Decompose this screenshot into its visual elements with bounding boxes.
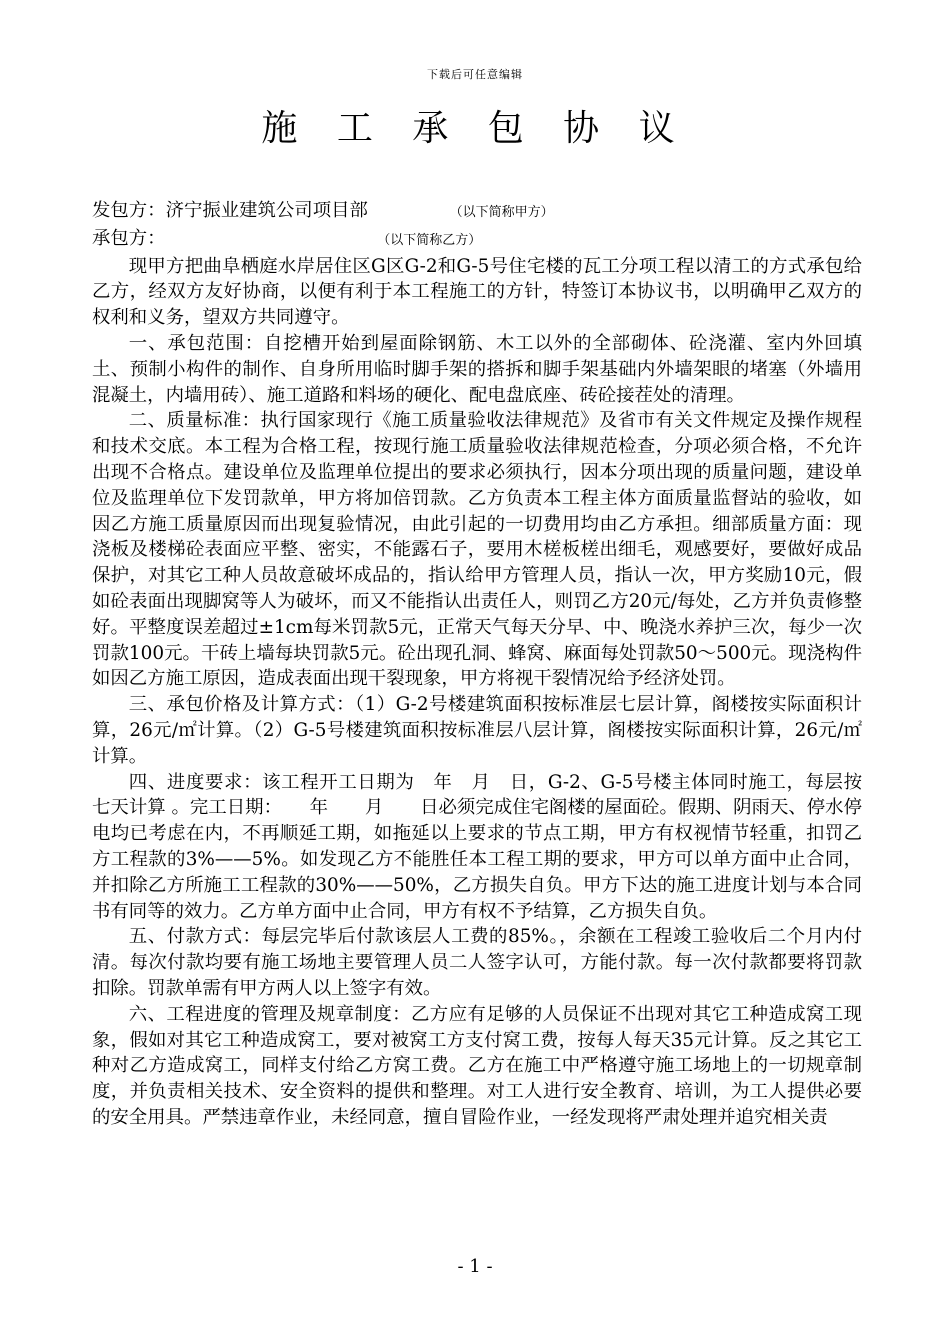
paragraph-management: 六、工程进度的管理及规章制度：乙方应有足够的人员保证不出现对其它工种造成窝工现象，假如对其它工种造成窝工，要对被窝工方支付窝工费，按每人每天35元计算。反之其它工种对乙方造成窝工，同样支付给乙方窝工费。乙方在施工中严格遵守施工场地上的一切规章制度，并负责相关技术、安全资料的提供和整理。对工人进行安全教育、培训，为工人提供必要的安全用具。严禁违章作业，未经同意，擅自冒险作业，一经发现将严肃处理并追究相关责 bbox=[92, 1003, 862, 1128]
party-a-note: （以下简称甲方） bbox=[449, 205, 554, 220]
paragraph-payment: 五、付款方式：每层完毕后付款该层人工费的85%。，余额在工程竣工验收后二个月内付清。每次付款均要有施工场地主要管理人员二人签字认可，方能付款。每一次付款都要将罚款扣除。罚款单需有甲方两人以上签字有效。 bbox=[92, 926, 862, 999]
party-b-note: （以下简称乙方） bbox=[377, 232, 482, 248]
paragraph-quality: 二、质量标准：执行国家现行《施工质量验收法律规范》及省市有关文件规定及操作规程和技术交底。本工程为合格工程，按现行施工质量验收法律规范检查，分项必须合格，不允许出现不合格点。建设单位及监理单位提出的要求必须执行，因本分项出现的质量问题，建设单位及监理单位下发罚款单，甲方将加倍罚款。乙方负责本工程主体方面质量监督站的验收，如因乙方施工质量原因而出现复验情况，由此引起的一切费用均由乙方承担。细部质量方面：现浇板及楼梯砼表面应平整、密实，不能露石子，要用木槎板槎出细毛，观感要好，要做好成品保护，对其它工种人员故意破坏成品的，指认给甲方管理人员，指认一次，甲方奖励10元，假如砼表面出现脚窝等人为破坏，而又不能指认出责任人，则罚乙方20元/每处，乙方并负责修整好。平整度误差超过±1cm每米罚款5元，正常天气每天分早、中、晚浇水养护三次，每少一次罚款100元。干砖上墙每块罚款5元。砼出现孔洞、蜂窝、麻面每处罚款50～500元。现浇构件如因乙方施工原因，造成表面出现干裂现象，甲方将视干裂情况给予经济处罚。 bbox=[92, 410, 862, 690]
paragraph-price: 三、承包价格及计算方式：（1）G-2号楼建筑面积按标准层七层计算，阁楼按实际面积计算，26元/㎡计算。（2）G-5号楼建筑面积按标准层八层计算，阁楼按实际面积计算，26元/㎡计算。 bbox=[92, 694, 862, 767]
party-b-line bbox=[92, 226, 862, 254]
paragraph-schedule: 四、进度要求：该工程开工日期为 年 月 日，G-2、G-5号楼主体同时施工，每层按 七天计算 。完工日期： 年 月 日必须完成住宅阁楼的屋面砼。假期、阴雨天、停水停电均已考虑在内，不再顺延工期，如拖延以上要求的节点工期，甲方有权视情节轻重，扣罚乙方工程款的3%——5%。如发现乙方不能胜任本工程工期的要求，甲方可以单方面中止合同，并扣除乙方所施工工程款的30%——50%，乙方损失自负。甲方下达的施工进度计划与本合同书有同等的效力。乙方单方面中止合同，甲方有权不予结算，乙方损失自负。 bbox=[92, 771, 862, 922]
document-body bbox=[92, 198, 862, 1131]
header-note: 下载后可任意编辑 bbox=[427, 68, 523, 81]
paragraph-scope: 一、承包范围：自挖槽开始到屋面除钢筋、木工以外的全部砌体、砼浇灌、室内外回填土、预制小构件的制作、自身所用临时脚手架的搭拆和脚手架基础内外墙架眼的堵塞（外墙用混凝土，内墙用砖）、施工道路和料场的硬化、配电盘底座、砖砼接茬处的清理。 bbox=[92, 332, 862, 406]
paragraph-intro: 现甲方把曲阜栖庭水岸居住区G区G-2和G-5号住宅楼的瓦工分项工程以清工的方式承包给乙方，经双方友好协商，以便有利于本工程施工的方针，特签订本协议书，以明确甲乙双方的权利和义务，望双方共同遵守。 bbox=[92, 255, 862, 329]
document-title: 施 工 承 包 协 议 bbox=[261, 108, 689, 149]
party-a-label: 发包方：济宁振业建筑公司项目部 bbox=[92, 200, 368, 221]
page-number: - 1 - bbox=[457, 1256, 493, 1277]
party-b-label: 承包方： bbox=[92, 227, 166, 249]
party-a-line bbox=[92, 198, 862, 226]
